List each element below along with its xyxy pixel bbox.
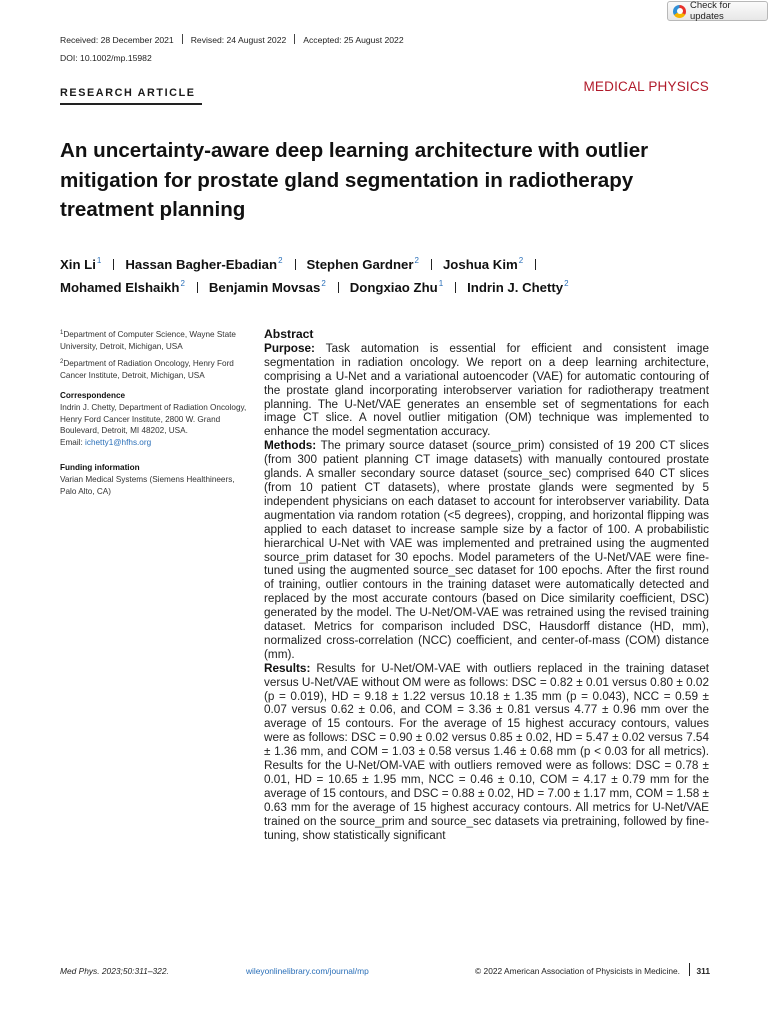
abstract-results: Results: Results for U-Net/OM-VAE with outliers replaced in the training dataset versus U-Net/VAE without OM were as follows: DSC = 0.82 ± 0.01 versus 0.80 ± 0.02 (p = 0.019), HD = 9.18 ± 1.22 versus 10.18 ± 1.35 mm (p = 0.043), NCC = 0.59 ± 0.07 versus 0.62 ± 0.06, and COM = 3.36 ± 0.81 versus 4.77 ± 0.96 mm over the average of 15 contours. For the average of 15 highest accuracy contours, values were as follows: DSC = 0.90 ± 0.02 versus 0.85 ± 0.02, HD = 5.47 ± 0.02 versus 7.54 ± 1.36 mm, and COM = 1.03 ± 0.58 versus 1.46 ± 0.68 mm (p < 0.03 for all metrics). Results for the U-Net/OM-VAE with outliers removed were as follows: DSC = 0.78 ± 0.01, HD = 10.65 ± 1.95 mm, NCC = 0.46 ± 0.10, COM = 4.17 ± 0.79 mm for the average of 15 contours, and DSC = 0.88 ± 0.02, HD = 7.00 ± 1.17 mm, COM = 1.58 ± 0.63 mm for the average of 15 highest accuracy contours. All metrics for U-Net/VAE trained on the source_prim and source_sec datasets via pretraining, followed by fine-tuning, show statistically significant <box>264 661 709 842</box>
paper-title: An uncertainty-aware deep learning architecture with outlier mitigation for prostate gland segmentation in radiotherapy treatment planning <box>60 139 649 221</box>
abstract-purpose: Purpose: Task automation is essential for efficient and consistent image segmentation in radiation oncology. We report on a deep learning architecture, comprising a U-Net and a variational autoencoder (VAE) for automatic contouring of the prostate gland incorporating interobserver variation for radiotherapy treatment planning. The U-Net/VAE generates an ensemble set of segmentations for each image CT slice. A novel outlier mitigation (OM) technique was implemented to enhance the model segmentation accuracy. <box>264 341 709 439</box>
left-sidebar <box>60 328 250 497</box>
author-line-1 <box>60 256 547 272</box>
journal-name: MEDICAL PHYSICS <box>583 79 709 94</box>
divider <box>182 34 183 44</box>
affiliation: $^1$Department of Computer Science, Wayne State University, Detroit, Michigan, USA <box>60 330 236 351</box>
copyright: © 2022 American Association of Physicists in Medicine. <box>475 966 680 976</box>
author: Hassan Bagher-Ebadian$^2$ <box>125 256 283 272</box>
page-number: 311 <box>696 966 710 976</box>
author: Mohamed Elshaikh$^2$ <box>60 279 185 295</box>
author: Stephen Gardner$^2$ <box>306 256 419 272</box>
author-line-2 <box>60 279 569 295</box>
abstract-heading: Abstract <box>264 327 314 341</box>
correspondence-heading: Correspondence <box>60 391 126 401</box>
article-type: RESEARCH ARTICLE <box>60 87 196 99</box>
email-link[interactable]: ichetty1@hfhs.org <box>85 437 152 447</box>
doi: DOI: 10.1002/mp.15982 <box>60 53 152 63</box>
citation: Med Phys. 2023;50:311–322. <box>60 966 169 976</box>
abstract <box>264 328 709 843</box>
author: Indrin J. Chetty$^2$ <box>467 279 569 295</box>
author: Benjamin Movsas$^2$ <box>208 279 326 295</box>
correspondence-text: Indrin J. Chetty, Department of Radiation Oncology, Henry Ford Cancer Institute, 2800 W. Grand Boulevard, Detroit, MI 48202, USA. <box>60 402 247 436</box>
author: Xin Li$^1$ <box>60 256 102 272</box>
divider <box>294 34 295 44</box>
crossmark-icon <box>673 5 686 18</box>
check-for-updates-label: Check for updates <box>689 0 731 22</box>
received-date: Received: 28 December 2021 <box>60 35 174 45</box>
journal-url-link[interactable]: wileyonlinelibrary.com/journal/mp <box>246 966 369 976</box>
article-dates <box>60 34 404 45</box>
check-for-updates-button[interactable] <box>667 1 768 21</box>
funding-heading: Funding information <box>60 463 140 473</box>
accepted-date: Accepted: 25 August 2022 <box>303 35 404 45</box>
affiliation: $^2$Department of Radiation Oncology, Henry Ford Cancer Institute, Detroit, Michigan, USA <box>60 359 234 380</box>
abstract-methods: Methods: The primary source dataset (source_prim) consisted of 19 200 CT slices (from 300 patient planning CT image datasets) with manually contoured prostate glands. A smaller secondary source dataset (source_sec) comprised 640 CT slices (from 10 patient CT datasets), where prostate glands were segmented by 5 independent physicians on each dataset to account for interobserver variability. Data augmentation via random rotation (<5 degrees), cropping, and horizontal flipping was applied to each dataset to increase sample size by a factor of 100. A probabilistic hierarchical U-Net with VAE was implemented and pretrained using the augmented source_prim dataset for 30 epochs. Model parameters of the U-Net/VAE were fine-tuned using the augmented source_sec dataset for 100 epochs. After the first round of training, outlier contours in the training dataset were automatically detected and replaced by the most accurate contours (based on Dice similarity coefficient, DSC) generated by the model. The U-Net/OM-VAE was retrained using the revised training dataset. Metrics for comparison included DSC, Hausdorff distance (HD, mm), normalized cross-correlation (NCC) coefficient, and center-of-mass (COM) distance (mm). <box>264 439 709 661</box>
author: Joshua Kim$^2$ <box>442 256 524 272</box>
divider <box>689 963 690 976</box>
funding-text: Varian Medical Systems (Siemens Healthineers, Palo Alto, CA) <box>60 474 235 496</box>
correspondence-email: Email: ichetty1@hfhs.org <box>60 437 152 447</box>
author: Dongxiao Zhu$^1$ <box>349 279 444 295</box>
revised-date: Revised: 24 August 2022 <box>190 35 287 45</box>
article-type-underline <box>60 103 202 105</box>
